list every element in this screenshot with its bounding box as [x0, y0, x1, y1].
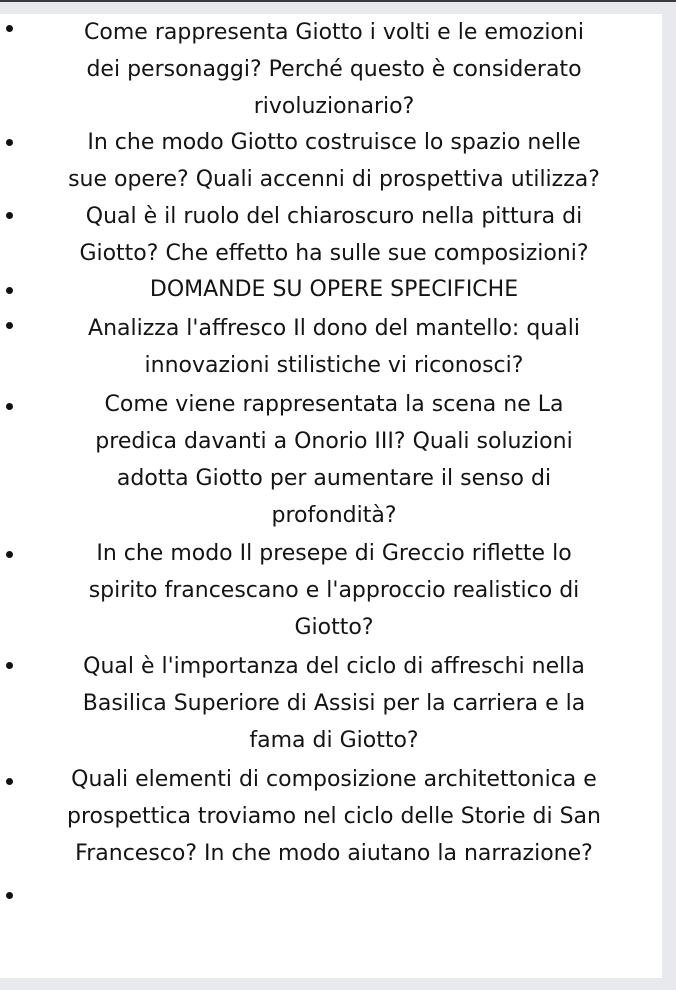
bullet-icon — [6, 25, 13, 32]
question-text — [26, 876, 642, 913]
bullet-icon — [6, 778, 13, 785]
text-line: In che modo Il presepe di Greccio riflette lo — [96, 541, 572, 566]
text-line: Basilica Superiore di Assisi per la carriera e la — [82, 691, 586, 716]
top-rule — [0, 0, 676, 2]
question-text — [26, 124, 642, 198]
text-line — [26, 876, 642, 913]
bullet-icon — [6, 551, 13, 558]
text-line: dei personaggi? Perché questo è considerato — [86, 57, 582, 82]
text-line: Analizza l'affresco Il dono del mantello: quali — [88, 316, 580, 341]
text-line: Qual è l'importanza del ciclo di affreschi nella — [83, 654, 585, 679]
question-text — [26, 386, 642, 534]
question-text — [26, 14, 642, 125]
section-heading — [26, 271, 642, 308]
text-line: In che modo Giotto costruisce lo spazio nelle — [87, 130, 581, 155]
text-line: Francesco? In che modo aiutano la narrazione? — [75, 841, 593, 866]
bullet-icon — [6, 212, 13, 219]
text-line: predica davanti a Onorio III? Quali soluzioni — [95, 429, 573, 454]
text-line: Come viene rappresentata la scena ne La — [104, 392, 564, 417]
text-line: prospettica troviamo nel ciclo delle Storie di San — [67, 804, 601, 829]
text-line: spirito francescano e l'approccio realistico di — [88, 578, 580, 603]
bullet-icon — [6, 892, 13, 899]
text-line: rivoluzionario? — [253, 94, 415, 119]
question-text — [26, 535, 642, 646]
text-line: Come rappresenta Giotto i volti e le emozioni — [84, 20, 584, 45]
bullet-icon — [6, 662, 13, 669]
text-line: innovazioni stilistiche vi riconosci? — [144, 353, 524, 378]
text-line: Giotto? — [294, 615, 374, 640]
text-line: adotta Giotto per aumentare il senso di — [116, 466, 552, 491]
text-line: Quali elementi di composizione architettonica e — [71, 767, 597, 792]
text-line: fama di Giotto? — [249, 728, 419, 753]
bullet-icon — [6, 287, 13, 294]
question-text — [26, 198, 642, 272]
document-page — [0, 14, 662, 978]
text-line: profondità? — [271, 503, 397, 528]
bullet-icon — [6, 139, 13, 146]
question-text — [26, 761, 642, 872]
bullet-icon — [6, 403, 13, 410]
text-line: Qual è il ruolo del chiaroscuro nella pittura di — [85, 204, 583, 229]
text-line: Giotto? Che effetto ha sulle sue composizioni? — [79, 241, 589, 266]
text-line: DOMANDE SU OPERE SPECIFICHE — [149, 277, 519, 302]
bullet-icon — [6, 322, 13, 329]
question-text — [26, 648, 642, 759]
text-line: sue opere? Quali accenni di prospettiva utilizza? — [68, 167, 600, 192]
question-text — [26, 310, 642, 384]
